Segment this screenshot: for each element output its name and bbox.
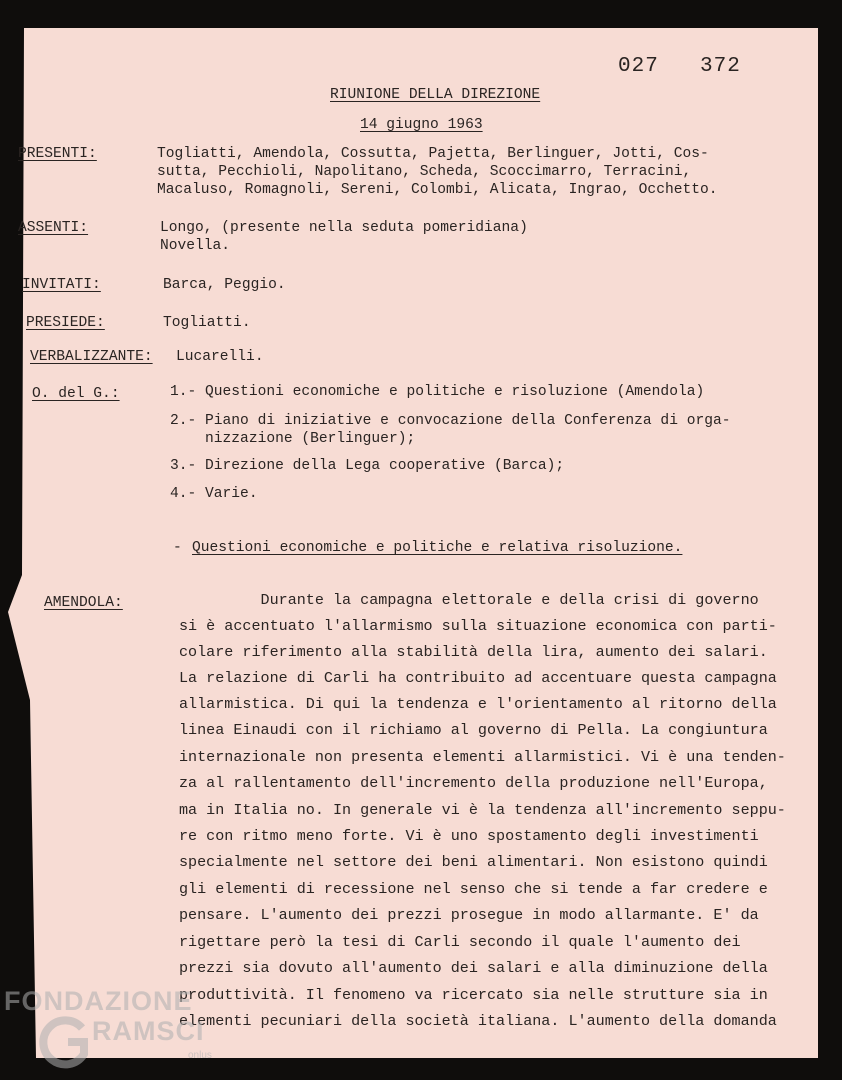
body-line: za al rallentamento dell'incremento della produzione nell'Europa, bbox=[179, 774, 768, 792]
body-line: internazionale non presenta elementi allarmistici. Vi è una tenden- bbox=[179, 748, 786, 766]
watermark-g-logo-icon bbox=[36, 1012, 96, 1072]
body-line: prezzi sia dovuto all'aumento dei salari e alla diminuzione della bbox=[179, 959, 768, 977]
presiede-value: Togliatti. bbox=[163, 315, 251, 331]
watermark-onlus: onlus bbox=[188, 1050, 212, 1061]
body-line: rigettare però la tesi di Carli secondo il quale l'aumento dei bbox=[179, 933, 741, 951]
document-number: 372 bbox=[700, 55, 741, 78]
agenda-item: 4.- Varie. bbox=[170, 486, 258, 502]
body-line: elementi pecuniari della società italiana. L'aumento della domanda bbox=[179, 1012, 777, 1030]
assenti-line: Novella. bbox=[160, 238, 231, 254]
agenda-label: O. del G.: bbox=[32, 386, 120, 402]
agenda-item: nizzazione (Berlinguer); bbox=[170, 431, 416, 447]
document-number-prefix: 027 bbox=[618, 55, 659, 78]
body-line: pensare. L'aumento dei prezzi prosegue in modo allarmante. E' da bbox=[179, 906, 759, 924]
body-line: Durante la campagna elettorale e della crisi di governo bbox=[179, 591, 759, 609]
body-line: linea Einaudi con il richiamo al governo di Pella. La congiuntura bbox=[179, 721, 768, 739]
speaker-label: AMENDOLA: bbox=[44, 595, 123, 611]
body-line: gli elementi di recessione nel senso che si tende a far credere e bbox=[179, 880, 768, 898]
assenti-line: Longo, (presente nella seduta pomeridiana) bbox=[160, 220, 528, 236]
watermark-foundation: FONDAZIONE bbox=[4, 986, 193, 1016]
body-line: produttività. Il fenomeno va ricercato sia nelle strutture sia in bbox=[179, 986, 768, 1004]
watermark-gramsci: RAMSCI bbox=[92, 1016, 205, 1046]
presenti-line: Togliatti, Amendola, Cossutta, Pajetta, Berlinguer, Jotti, Cos- bbox=[157, 146, 709, 162]
invitati-value: Barca, Peggio. bbox=[163, 277, 286, 293]
body-line: specialmente nel settore dei beni alimentari. Non esistono quindi bbox=[179, 853, 768, 871]
body-line: re con ritmo meno forte. Vi è uno spostamento degli investimenti bbox=[179, 827, 759, 845]
agenda-item: 1.- Questioni economiche e politiche e risoluzione (Amendola) bbox=[170, 384, 705, 400]
verbalizzante-label: VERBALIZZANTE: bbox=[30, 349, 153, 365]
body-line: La relazione di Carli ha contribuito ad accentuare questa campagna bbox=[179, 669, 777, 687]
assenti-label: ASSENTI: bbox=[18, 220, 89, 236]
section-heading: Questioni economiche e politiche e relativa risoluzione. bbox=[192, 540, 683, 556]
section-dash: - bbox=[173, 540, 182, 556]
agenda-item: 2.- Piano di iniziative e convocazione della Conferenza di orga- bbox=[170, 413, 731, 429]
presenti-line: Macaluso, Romagnoli, Sereni, Colombi, Alicata, Ingrao, Occhetto. bbox=[157, 182, 718, 198]
agenda-item: 3.- Direzione della Lega cooperative (Barca); bbox=[170, 458, 565, 474]
body-line: ma in Italia no. In generale vi è la tendenza all'incremento seppu- bbox=[179, 801, 786, 819]
body-line: colare riferimento alla stabilità della lira, aumento dei salari. bbox=[179, 643, 768, 661]
presenti-line: sutta, Pecchioli, Napolitano, Scheda, Scoccimarro, Terracini, bbox=[157, 164, 692, 180]
invitati-label: INVITATI: bbox=[22, 277, 101, 293]
body-line: allarmistica. Di qui la tendenza e l'orientamento al ritorno della bbox=[179, 695, 777, 713]
meeting-date: 14 giugno 1963 bbox=[360, 117, 483, 133]
presenti-label: PRESENTI: bbox=[18, 146, 97, 162]
document-title: RIUNIONE DELLA DIREZIONE bbox=[330, 87, 541, 103]
body-line: si è accentuato l'allarmismo sulla situazione economica con parti- bbox=[179, 617, 777, 635]
verbalizzante-value: Lucarelli. bbox=[176, 349, 264, 365]
presiede-label: PRESIEDE: bbox=[26, 315, 105, 331]
